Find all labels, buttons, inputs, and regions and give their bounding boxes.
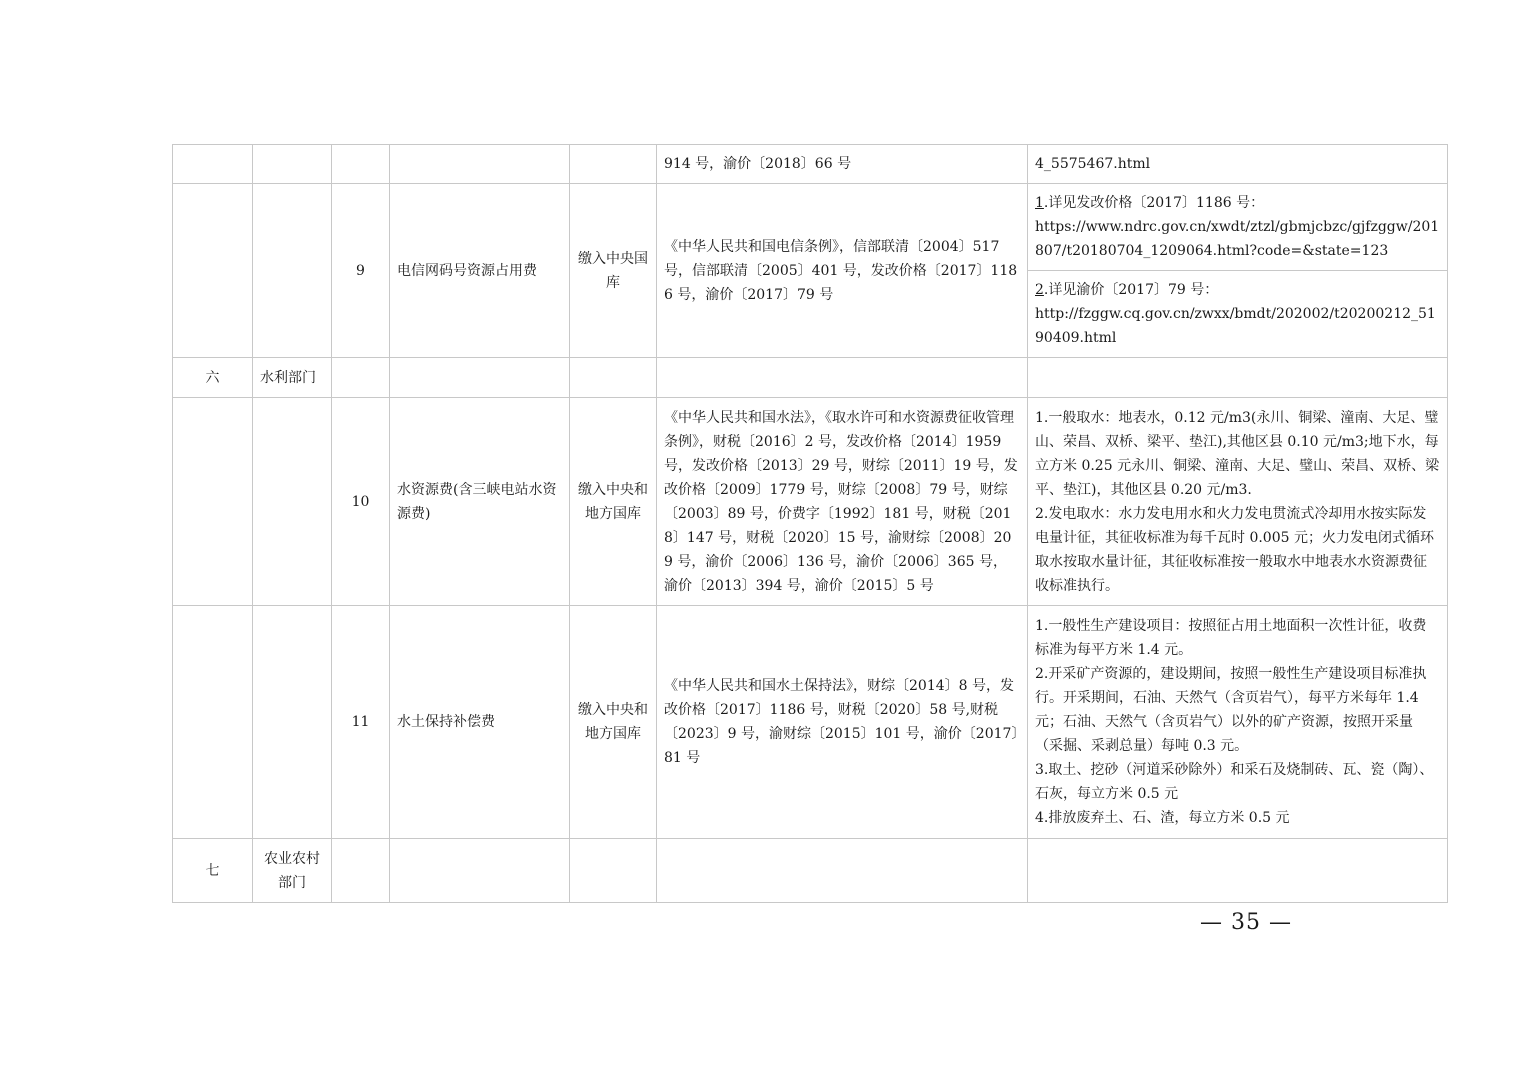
cell-empty	[657, 839, 1028, 903]
section-row-6	[173, 358, 1448, 398]
cell-index	[173, 398, 253, 606]
table-row-11	[173, 606, 1448, 839]
cell-dept	[253, 184, 332, 358]
table-row-continued	[173, 145, 1448, 184]
cell-name	[390, 145, 570, 184]
cell-index	[173, 606, 253, 839]
cell-treasury	[570, 145, 657, 184]
cell-empty	[390, 839, 570, 903]
ref-link[interactable]: https://www.ndrc.gov.cn/xwdt/ztzl/gbmjcbzc/gjfzggw/201807/t20180704_1209064.html?code=&state=123	[1035, 219, 1440, 259]
section-index: 七	[173, 839, 253, 903]
section-row-7	[173, 839, 1448, 903]
cell-name: 水土保持补偿费	[390, 606, 570, 839]
cell-no	[332, 145, 390, 184]
cell-empty	[657, 358, 1028, 398]
cell-basis: 《中华人民共和国水土保持法》，财综〔2014〕8 号，发改价格〔2017〕1186 号，财税〔2020〕58 号,财税〔2023〕9 号，渝财综〔2015〕101 号，渝价〔2017〕81 号	[657, 606, 1028, 839]
ref-text: .详见渝价〔2017〕79 号：	[1043, 282, 1219, 298]
cell-reference-2	[1028, 271, 1448, 358]
cell-no: 9	[332, 184, 390, 358]
cell-dept	[253, 606, 332, 839]
ref-number: 2	[1035, 282, 1044, 298]
cell-basis: 《中华人民共和国水法》，《取水许可和水资源费征收管理条例》，财税〔2016〕2 号，发改价格〔2014〕1959 号，发改价格〔2013〕29 号，财综〔2011〕19 号，发改价格〔2009〕1779 号，财综〔2008〕79 号，财综〔2003〕89 号，价费字〔1992〕181 号，财税〔2018〕147 号，财税〔2020〕15 号，渝财综〔2008〕209 号，渝价〔2006〕136 号，渝价〔2006〕365 号，渝价〔2013〕394 号，渝价〔2015〕5 号	[657, 398, 1028, 606]
cell-standard: 1.一般性生产建设项目：按照征占用土地面积一次性计征，收费标准为每平方米 1.4 元。 2.开采矿产资源的，建设期间，按照一般性生产建设项目标准执行。开采期间，石油、天然气（含页岩气），每平方米每年 1.4 元；石油、天然气（含页岩气）以外的矿产资源，按照开采量（采掘、采剥总量）每吨 0.3 元。 3.取土、挖砂（河道采砂除外）和采石及烧制砖、瓦、瓷（陶）、石灰，每立方米 0.5 元 4.排放废弃土、石、渣，每立方米 0.5 元	[1028, 606, 1448, 839]
cell-empty	[1028, 358, 1448, 398]
cell-basis: 《中华人民共和国电信条例》，信部联清〔2004〕517 号，信部联清〔2005〕401 号，发改价格〔2017〕1186 号，渝价〔2017〕79 号	[657, 184, 1028, 358]
table-row-9	[173, 184, 1448, 271]
cell-dept	[253, 145, 332, 184]
cell-empty	[570, 839, 657, 903]
cell-empty	[390, 358, 570, 398]
section-dept: 农业农村部门	[253, 839, 332, 903]
cell-empty	[332, 358, 390, 398]
section-index: 六	[173, 358, 253, 398]
cell-treasury: 缴入中央和地方国库	[570, 606, 657, 839]
cell-basis: 914 号，渝价〔2018〕66 号	[657, 145, 1028, 184]
section-dept: 水利部门	[253, 358, 332, 398]
cell-no: 10	[332, 398, 390, 606]
cell-treasury: 缴入中央和地方国库	[570, 398, 657, 606]
cell-empty	[332, 839, 390, 903]
ref-number: 1	[1035, 195, 1044, 211]
ref-text: .详见发改价格〔2017〕1186 号：	[1043, 195, 1265, 211]
cell-reference-1	[1028, 184, 1448, 271]
table-row-10	[173, 398, 1448, 606]
cell-name: 水资源费(含三峡电站水资源费)	[390, 398, 570, 606]
cell-index	[173, 184, 253, 358]
cell-name: 电信网码号资源占用费	[390, 184, 570, 358]
cell-index	[173, 145, 253, 184]
cell-treasury: 缴入中央国库	[570, 184, 657, 358]
cell-empty	[570, 358, 657, 398]
cell-dept	[253, 398, 332, 606]
ref-link[interactable]: http://fzggw.cq.gov.cn/zwxx/bmdt/202002/t20200212_5190409.html	[1035, 306, 1436, 346]
cell-empty	[1028, 839, 1448, 903]
cell-standard: 1.一般取水：地表水，0.12 元/m3(永川、铜梁、潼南、大足、璧山、荣昌、双桥、梁平、垫江),其他区县 0.10 元/m3;地下水，每立方米 0.25 元永川、铜梁、潼南、大足、璧山、荣昌、双桥、梁平、垫江)，其他区县 0.20 元/m3. 2.发电取水：水力发电用水和火力发电贯流式冷却用水按实际发电量计征，其征收标准为每千瓦时 0.005 元；火力发电闭式循环取水按取水量计征，其征收标准按一般取水中地表水水资源费征收标准执行。	[1028, 398, 1448, 606]
cell-reference: 4_5575467.html	[1028, 145, 1448, 184]
cell-no: 11	[332, 606, 390, 839]
fee-table	[172, 144, 1448, 903]
page-number: — 35 —	[1200, 910, 1292, 935]
